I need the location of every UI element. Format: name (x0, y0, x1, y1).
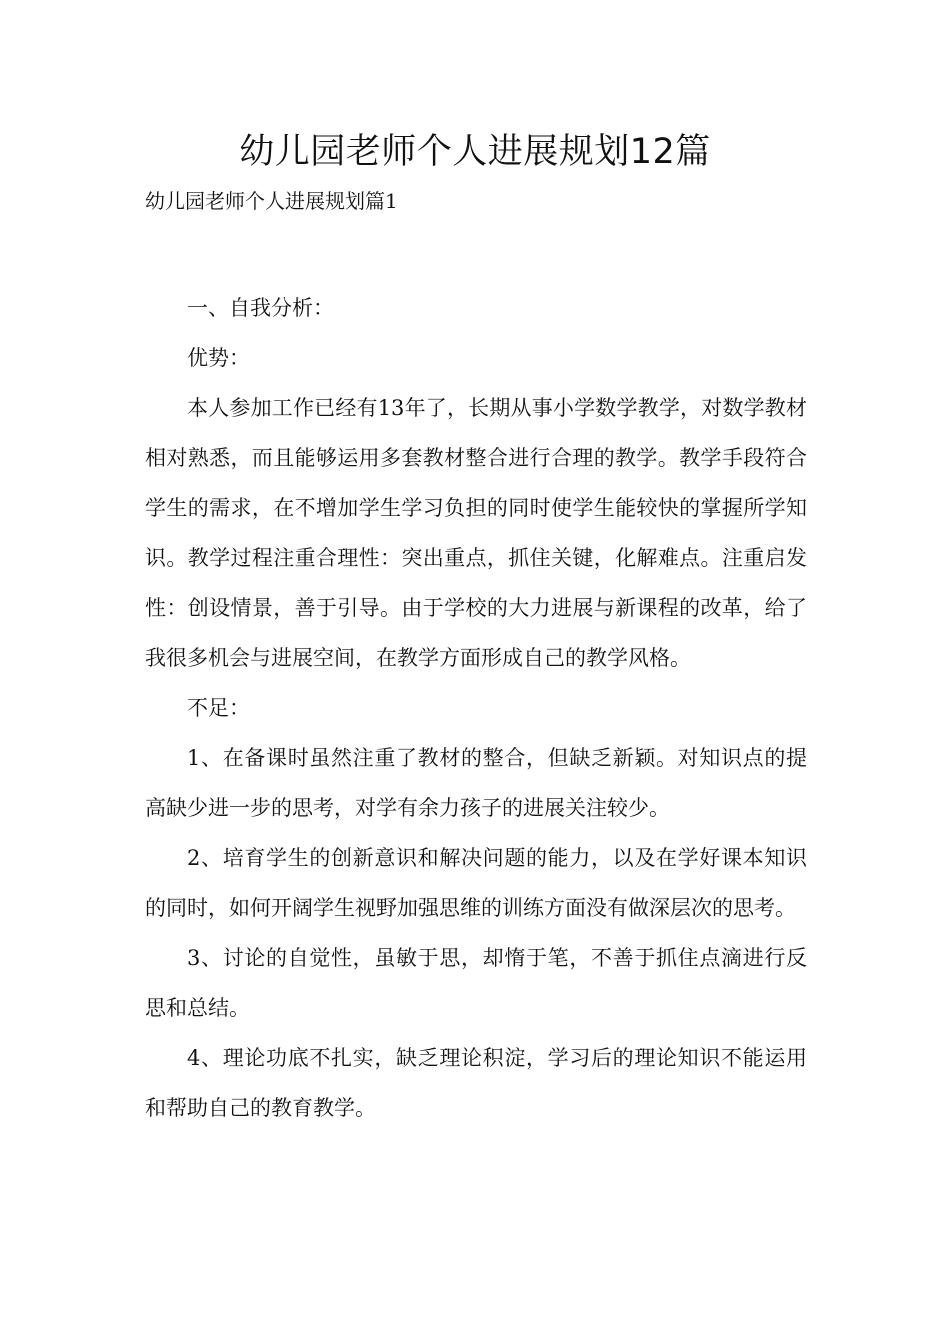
paragraph-weakness-4: 4、理论功底不扎实，缺乏理论积淀，学习后的理论知识不能运用和帮助自己的教育教学。 (145, 1046, 807, 1120)
paragraph-weaknesses-heading: 不足： (187, 696, 250, 720)
paragraph-weakness-2: 2、培育学生的创新意识和解决问题的能力，以及在学好课本知识的同时，如何开阔学生视野加强思维的训练方面没有做深层次的思考。 (145, 846, 807, 920)
document-body (145, 283, 807, 1133)
section-heading: 幼儿园老师个人进展规划篇1 (145, 189, 398, 213)
paragraph-strengths-heading: 优势： (187, 346, 250, 370)
paragraph-weakness-1: 1、在备课时虽然注重了教材的整合，但缺乏新颖。对知识点的提高缺少进一步的思考，对学有余力孩子的进展关注较少。 (145, 746, 807, 820)
paragraph-self-analysis: 一、自我分析： (187, 296, 334, 320)
paragraph-weakness-3: 3、讨论的自觉性，虽敏于思，却惰于笔，不善于抓住点滴进行反思和总结。 (145, 946, 807, 1020)
document-title: 幼儿园老师个人进展规划12篇 (239, 132, 711, 172)
paragraph-strengths: 本人参加工作已经有13年了，长期从事小学数学教学，对数学教材相对熟悉，而且能够运用多套教材整合进行合理的教学。教学手段符合学生的需求，在不增加学生学习负担的同时使学生能较快的掌握所学知识。教学过程注重合理性：突出重点，抓住关键，化解难点。注重启发性：创设情景，善于引导。由于学校的大力进展与新课程的改革，给了我很多机会与进展空间，在教学方面形成自己的教学风格。 (145, 396, 807, 670)
